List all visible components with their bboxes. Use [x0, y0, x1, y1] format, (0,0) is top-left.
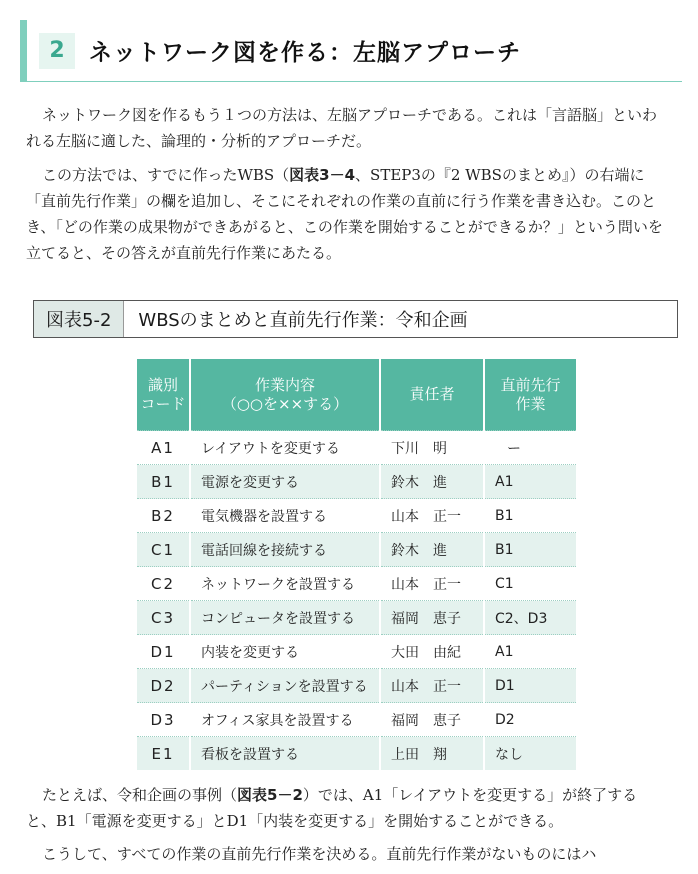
section-number: 2 — [39, 33, 75, 69]
figure-reference: 図表3－4 — [289, 166, 356, 184]
cell-predecessor: なし — [484, 737, 576, 771]
cell-task: オフィス家具を設置する — [190, 703, 380, 737]
cell-owner: 鈴木 進 — [380, 465, 484, 499]
cell-task: 内装を変更する — [190, 635, 380, 669]
cell-task: ネットワークを設置する — [190, 567, 380, 601]
cell-code: C1 — [137, 533, 190, 567]
paragraph-2 — [26, 162, 666, 266]
cell-predecessor: B1 — [484, 533, 576, 567]
cell-owner: 鈴木 進 — [380, 533, 484, 567]
cell-task: 電気機器を設置する — [190, 499, 380, 533]
cell-predecessor: C2、D3 — [484, 601, 576, 635]
table-row — [137, 431, 576, 465]
cell-owner: 福岡 恵子 — [380, 703, 484, 737]
cell-owner: 大田 由紀 — [380, 635, 484, 669]
cell-owner: 福岡 恵子 — [380, 601, 484, 635]
table-header-row — [137, 359, 576, 431]
header-owner: 責任者 — [380, 359, 484, 431]
paragraph-3-text-a: たとえば、令和企画の事例（ — [42, 786, 238, 804]
paragraph-2-text-a: この方法では、すでに作ったWBS（ — [42, 166, 290, 184]
cell-predecessor: A1 — [484, 635, 576, 669]
cell-predecessor: ー — [484, 431, 576, 465]
cell-code: C3 — [137, 601, 190, 635]
header-predecessor: 直前先行 作業 — [484, 359, 576, 431]
cell-task: コンピュータを設置する — [190, 601, 380, 635]
section-title: ネットワーク図を作る：左脳アプローチ — [89, 40, 521, 66]
cell-task: 電源を変更する — [190, 465, 380, 499]
table-row — [137, 669, 576, 703]
cell-predecessor: B1 — [484, 499, 576, 533]
wbs-table — [137, 359, 576, 770]
figure-number: 図表5-2 — [34, 301, 124, 337]
section-header — [20, 20, 682, 82]
cell-code: D2 — [137, 669, 190, 703]
cell-owner: 下川 明 — [380, 431, 484, 465]
table-row — [137, 567, 576, 601]
table-row — [137, 499, 576, 533]
cell-code: B1 — [137, 465, 190, 499]
cell-task: 電話回線を接続する — [190, 533, 380, 567]
cell-task: レイアウトを変更する — [190, 431, 380, 465]
cell-task: 看板を設置する — [190, 737, 380, 771]
cell-predecessor: A1 — [484, 465, 576, 499]
paragraph-2-text-b: 、STEP3の『2 WBSのまとめ』）の右端に「直前先行作業」の欄を追加し、そこにそれぞれの作業の直前に行う作業を書き込む。このとき、「どの作業の成果物ができあがると、この作業を開始することができるか？」という問いを立てると、その答えが直前先行作業にあたる。 — [26, 166, 663, 262]
cell-code: B2 — [137, 499, 190, 533]
paragraph-3-text-b: ）では、A1「レイアウトを変更する」が終了すると、B1「電源を変更する」とD1「内装を変更する」を開始することができる。 — [26, 786, 638, 830]
table-row — [137, 465, 576, 499]
table-row — [137, 601, 576, 635]
figure-caption — [33, 300, 678, 338]
cell-predecessor: D1 — [484, 669, 576, 703]
cell-predecessor: D2 — [484, 703, 576, 737]
figure-reference-2: 図表5－2 — [237, 786, 303, 804]
table-row — [137, 635, 576, 669]
cell-predecessor: C1 — [484, 567, 576, 601]
cell-task: パーティションを設置する — [190, 669, 380, 703]
cell-owner: 山本 正一 — [380, 669, 484, 703]
table-row — [137, 533, 576, 567]
paragraph-4: こうして、すべての作業の直前先行作業を決める。直前先行作業がないものにはハ — [42, 845, 597, 863]
cell-code: D1 — [137, 635, 190, 669]
cell-code: D3 — [137, 703, 190, 737]
paragraph-3 — [26, 782, 666, 834]
header-task: 作業内容 （○○を××する） — [190, 359, 380, 431]
cell-code: E1 — [137, 737, 190, 771]
cell-owner: 上田 翔 — [380, 737, 484, 771]
header-code: 識別 コード — [137, 359, 190, 431]
table-row — [137, 737, 576, 771]
paragraph-1: ネットワーク図を作るもう１つの方法は、左脳アプローチである。これは「言語脳」といわれる左脳に適した、論理的・分析的アプローチだ。 — [26, 106, 658, 150]
figure-title: WBSのまとめと直前先行作業：令和企画 — [138, 310, 468, 331]
cell-owner: 山本 正一 — [380, 567, 484, 601]
cell-code: C2 — [137, 567, 190, 601]
table-row — [137, 703, 576, 737]
cell-owner: 山本 正一 — [380, 499, 484, 533]
cell-code: A1 — [137, 431, 190, 465]
